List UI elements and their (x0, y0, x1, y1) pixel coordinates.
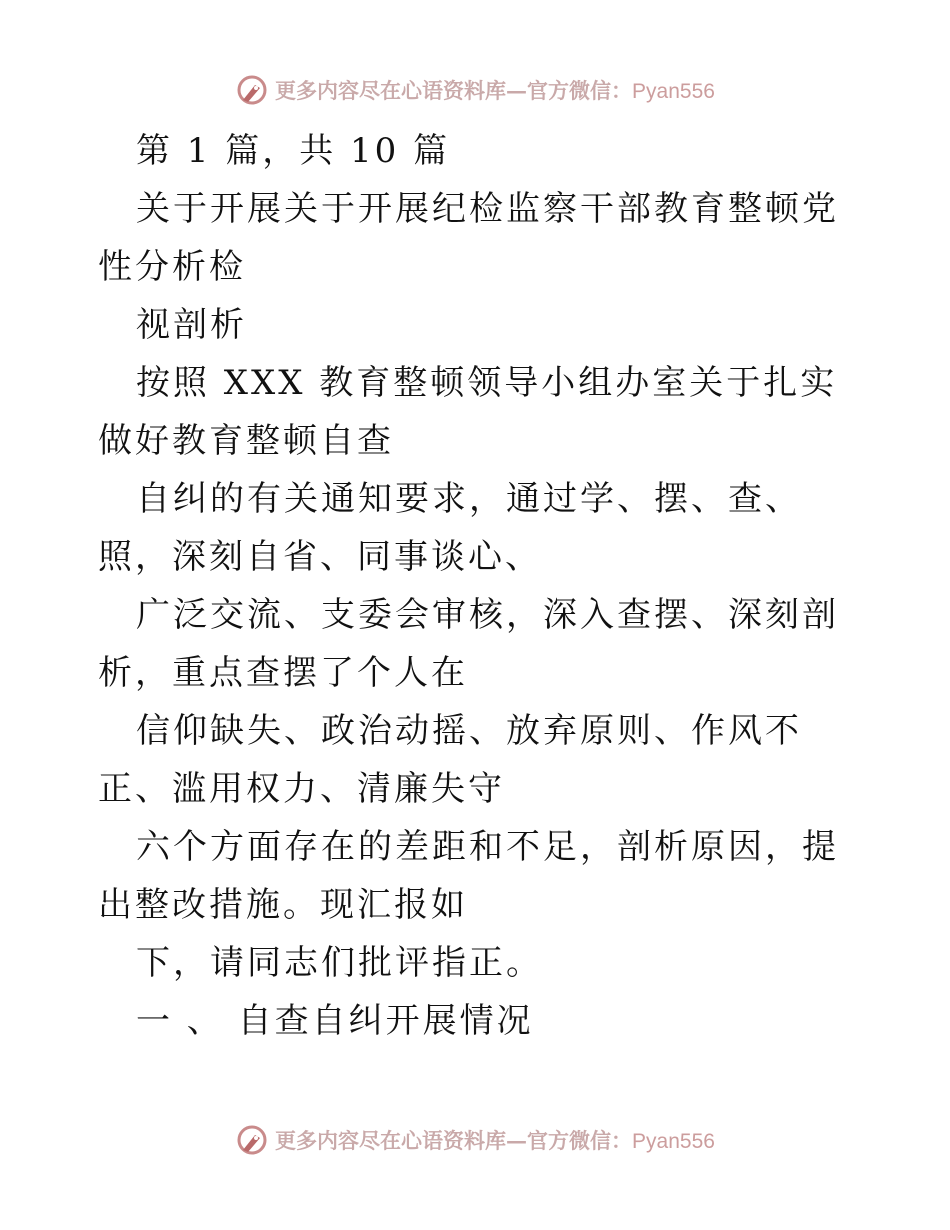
document-body (98, 122, 858, 1050)
paragraph: 六个方面存在的差距和不足，剖析原因，提出整改措施。现汇报如 (98, 827, 839, 925)
pen-nib-circle-icon (235, 73, 269, 107)
footer-watermark (0, 1120, 950, 1160)
paragraph: 广泛交流、支委会审核，深入查摆、深刻剖析，重点查摆了个人在 (98, 595, 839, 693)
watermark-text: 更多内容尽在心语资料库—官方微信：Pyan556 (275, 1128, 715, 1153)
paragraph: 按照 XXX 教育整顿领导小组办室关于扎实做好教育整顿自查 (98, 363, 838, 461)
paragraph: 自纠的有关通知要求，通过学、摆、查、照，深刻自省、同事谈心、 (98, 479, 802, 577)
paragraph: 第 1 篇，共 10 篇 (136, 131, 451, 171)
paragraph: 信仰缺失、政治动摇、放弃原则、作风不正、滥用权力、清廉失守 (98, 711, 802, 809)
paragraph: 下，请同志们批评指正。 (136, 943, 543, 983)
paragraph: 关于开展关于开展纪检监察干部教育整顿党性分析检 (98, 189, 839, 287)
watermark-text: 更多内容尽在心语资料库—官方微信：Pyan556 (275, 78, 715, 103)
pen-nib-circle-icon (235, 1123, 269, 1157)
header-watermark (0, 70, 950, 110)
section-heading: 一 、 自查自纠开展情况 (136, 1001, 534, 1041)
paragraph: 视剖析 (136, 305, 247, 345)
